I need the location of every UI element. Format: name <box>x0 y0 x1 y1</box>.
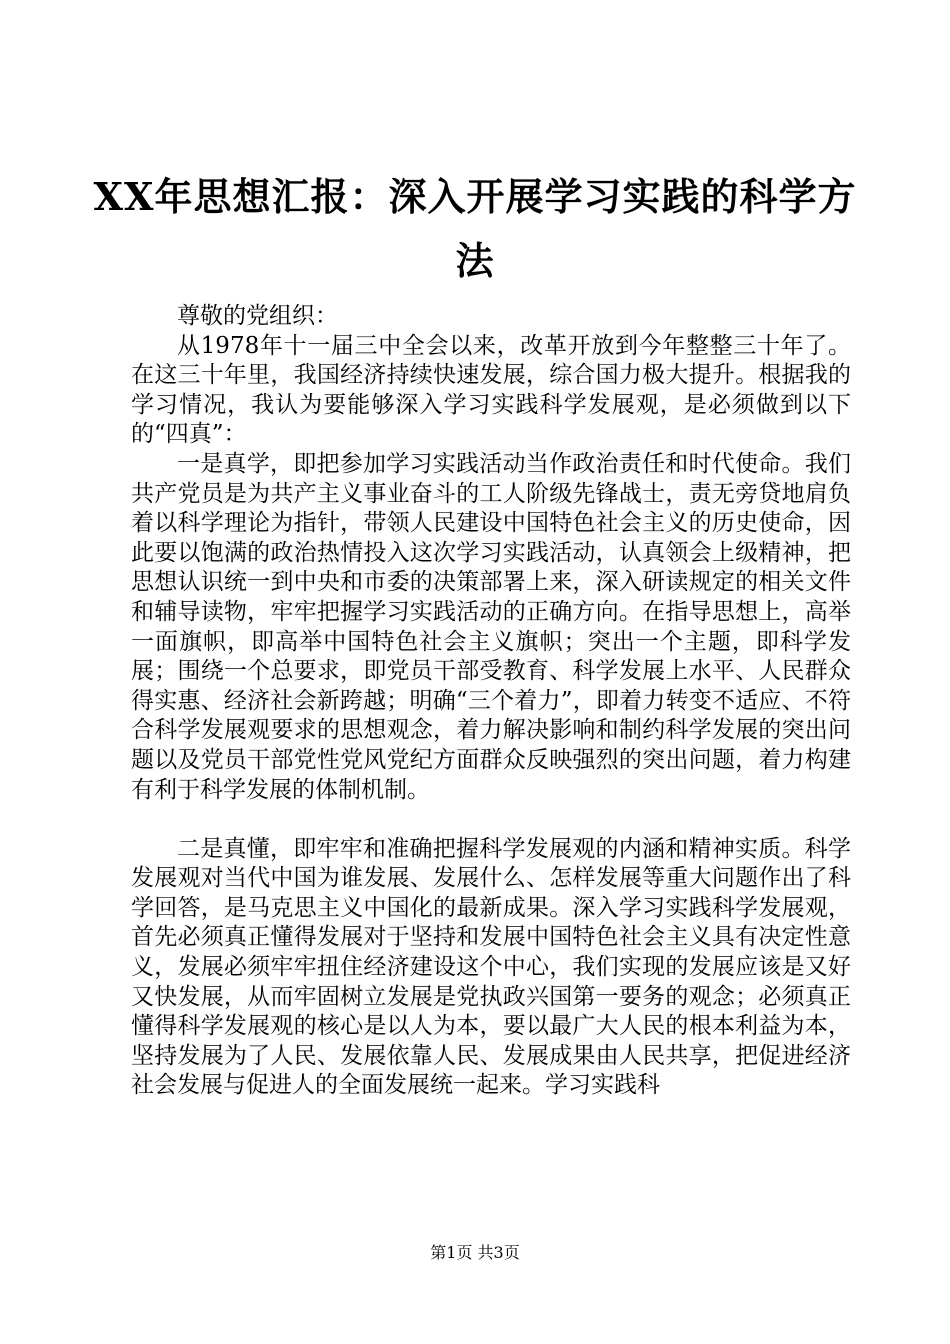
document-title: XX年思想汇报：深入开展学习实践的科学方法 <box>93 174 857 283</box>
document-body <box>131 302 851 1101</box>
paragraph-study: 一是真学，即把参加学习实践活动当作政治责任和时代使命。我们共产党员是为共产主义事业奋斗的工人阶级先锋战士，责无旁贷地肩负着以科学理论为指针，带领人民建设中国特色社会主义的历史使命，因此要以饱满的政治热情投入这次学习实践活动，认真领会上级精神，把思想认识统一到中央和市委的决策部署上来，深入研读规定的相关文件和辅导读物，牢牢把握学习实践活动的正确方向。在指导思想上，高举一面旗帜，即高举中国特色社会主义旗帜；突出一个主题，即科学发展；围绕一个总要求，即党员干部受教育、科学发展上水平、人民群众得实惠、经济社会新跨越；明确“三个着力”，即着力转变不适应、不符合科学发展观要求的思想观念，着力解决影响和制约科学发展的突出问题以及党员干部党性党风党纪方面群众反映强烈的突出问题，着力构建有利于科学发展的体制机制。 <box>131 450 851 803</box>
salutation: 尊敬的党组织： <box>177 303 338 329</box>
paragraph-understand: 二是真懂，即牢牢和准确把握科学发展观的内涵和精神实质。科学发展观对当代中国为谁发展、发展什么、怎样发展等重大问题作出了科学回答，是马克思主义中国化的最新成果。深入学习实践科学发展观，首先必须真正懂得发展对于坚持和发展中国特色社会主义具有决定性意义，发展必须牢牢扭住经济建设这个中心，我们实现的发展应该是又好又快发展，从而牢固树立发展是党执政兴国第一要务的观念；必须真正懂得科学发展观的核心是以人为本，要以最广大人民的根本利益为本，坚持发展为了人民、发展依靠人民、发展成果由人民共享，把促进经济社会发展与促进人的全面发展统一起来。学习实践科 <box>131 835 851 1099</box>
page-number: 第1页 共3页 <box>430 1243 520 1262</box>
paragraph-intro: 从1978年十一届三中全会以来，改革开放到今年整整三十年了。在这三十年里，我国经济持续快速发展，综合国力极大提升。根据我的学习情况，我认为要能够深入学习实践科学发展观，是必须做到以下的“四真”： <box>131 332 851 448</box>
